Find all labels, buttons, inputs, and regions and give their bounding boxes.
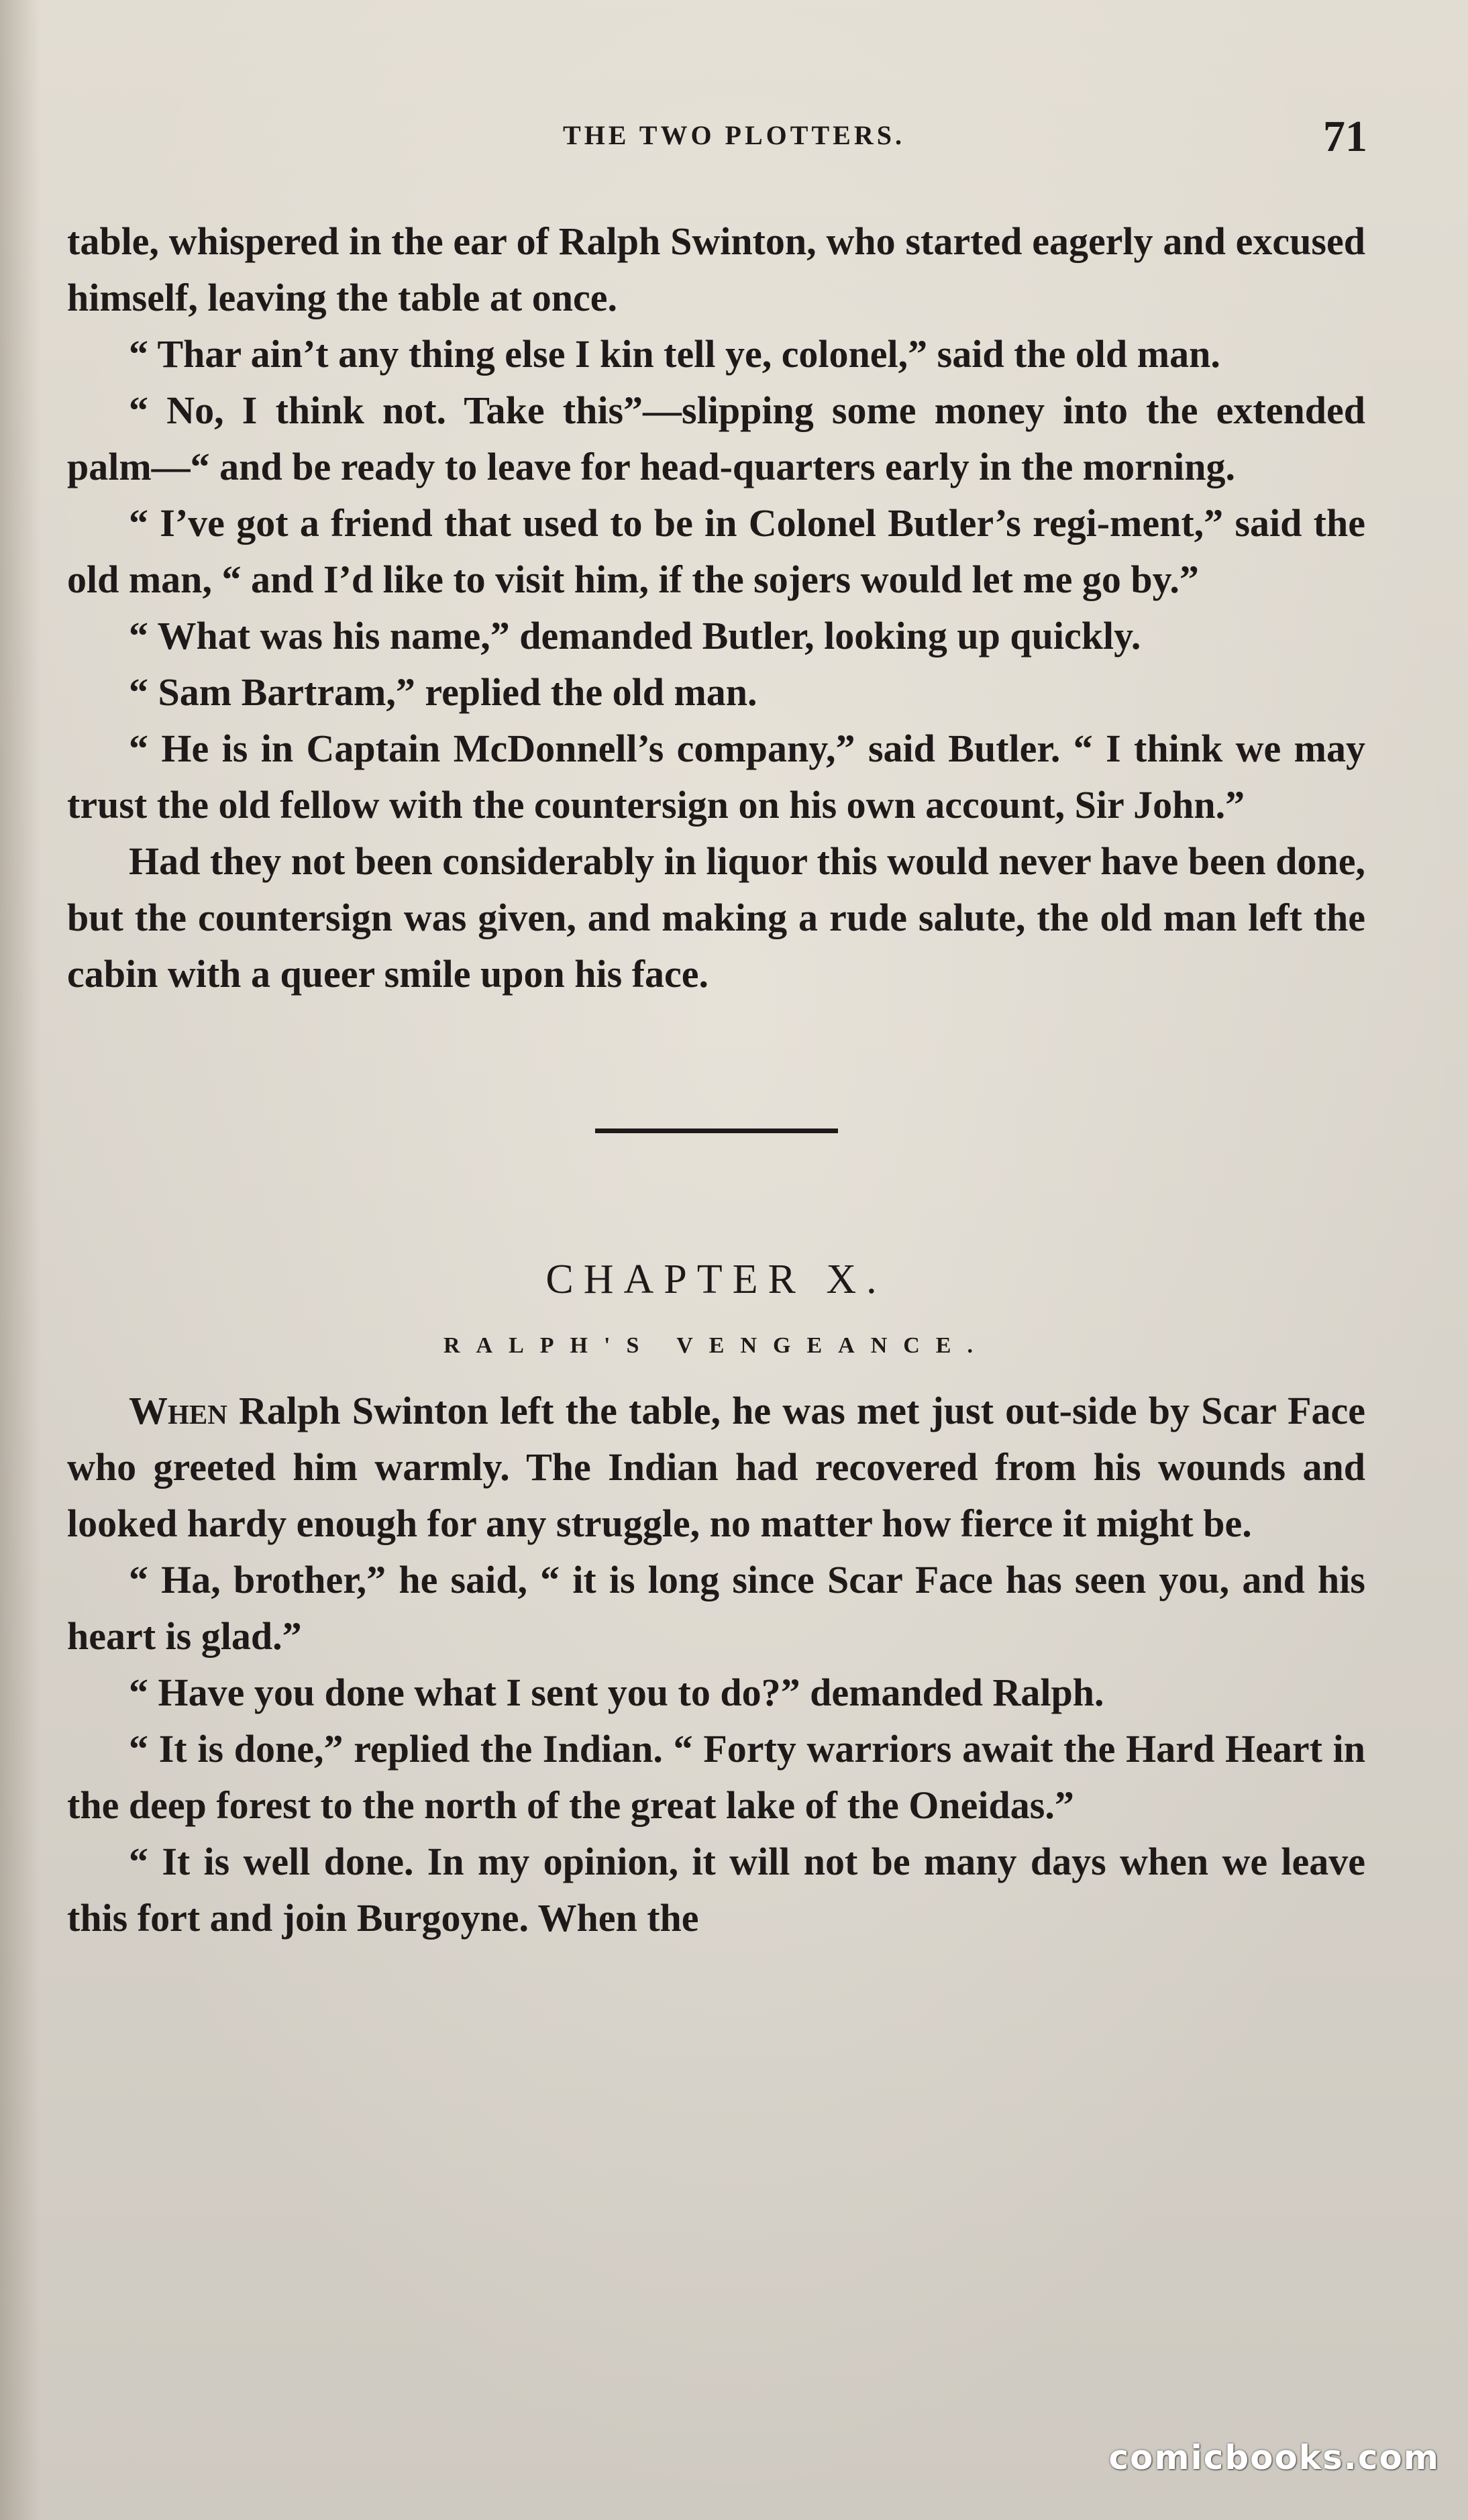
paragraph: “ I’ve got a friend that used to be in Colonel Butler’s regi-ment,” said the old man, “ and I’d like to visit him, if the sojers would let me go by.” [67, 501, 1365, 601]
paragraph: Had they not been considerably in liquor this would never have been done, but the countersign was given, and making a rude salute, the old man left the cabin with a queer smile upon his face. [67, 839, 1365, 996]
section-divider-rule [595, 1128, 838, 1133]
paragraph: “ Thar ain’t any thing else I kin tell ye, colonel,” said the old man. [129, 332, 1220, 376]
opening-text: Ralph Swinton left the table, he was met just out-side by Scar Face who greeted him warmly. The Indian had recovered from his wounds and looked hardy enough for any struggle, no matter how fierce it might be. [67, 1389, 1365, 1545]
paragraph: “ It is done,” replied the Indian. “ Forty warriors await the Hard Heart in the deep forest to the north of the great lake of the Oneidas.” [67, 1727, 1365, 1827]
paragraph: “ Have you done what I sent you to do?” demanded Ralph. [129, 1671, 1104, 1714]
paragraph: “ No, I think not. Take this”—slipping some money into the extended palm—“ and be ready to leave for head-quarters early in the morning. [67, 388, 1365, 488]
page-number: 71 [1323, 112, 1367, 161]
paragraph: “ He is in Captain McDonnell’s company,” said Butler. “ I think we may trust the old fellow with the countersign on his own account, Sir John.” [67, 727, 1365, 827]
chapter-opening-paragraph [67, 1383, 1365, 1552]
opening-word: When [129, 1389, 227, 1432]
paragraph: table, whispered in the ear of Ralph Swinton, who started eagerly and excused himself, leaving the table at once. [67, 219, 1365, 319]
paragraph: “ What was his name,” demanded Butler, looking up quickly. [129, 614, 1141, 658]
running-title: THE TWO PLOTTERS. [563, 120, 905, 150]
running-head [0, 112, 1468, 166]
watermark: comicbooks.com [1108, 2438, 1440, 2477]
page-edge-shadow [0, 0, 40, 2520]
body-text [67, 213, 1365, 1946]
paragraph: “ It is well done. In my opinion, it will not be many days when we leave this fort and join Burgoyne. When the [67, 1840, 1365, 1940]
paragraph: “ Ha, brother,” he said, “ it is long since Scar Face has seen you, and his heart is glad.” [67, 1558, 1365, 1658]
paragraph: “ Sam Bartram,” replied the old man. [129, 670, 757, 714]
chapter-title: CHAPTER X. [545, 1257, 887, 1302]
chapter-subtitle: RALPH'S VENGEANCE. [443, 1333, 989, 1358]
